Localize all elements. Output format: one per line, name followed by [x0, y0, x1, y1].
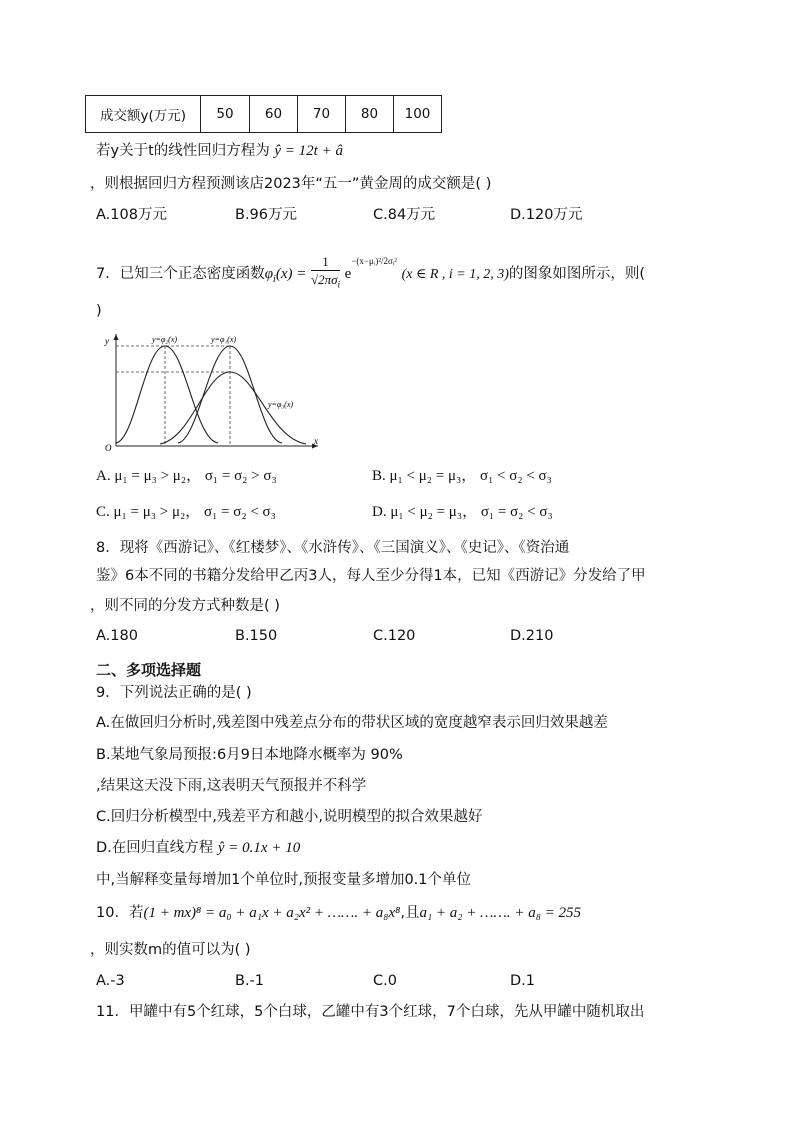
density-fraction: $\frac{1}{√2\pi\sigma_i}$: [310, 254, 341, 290]
q8-option-a: A.180: [96, 628, 138, 644]
q9-option-b-line1: B.某地气象局预报:6月9日本地降水概率为 90%: [96, 747, 403, 763]
y-axis-arrow-icon: [114, 334, 119, 340]
q8-line2: 鉴》6本不同的书籍分发给甲乙丙3人，每人至少分得1本，已知《西游记》分发给了甲: [96, 568, 646, 584]
table-cell: 50: [201, 96, 250, 133]
table-cell: 70: [298, 96, 346, 133]
domain-condition: (x ∈ R , i = 1, 2, 3): [401, 267, 509, 282]
q6-question: ，则根据回归方程预测该店2023年“五一”黄金周的成交额是( ): [90, 176, 492, 192]
q8-option-d: D.210: [510, 628, 554, 644]
q7-stem: 7．已知三个正态密度函数$\varphi_i(x)$ = $\frac{1}{√2\pi\sigma_i}$ $e^{-(x-\mu ᵢ)^2/2\sigma ᵢ^2}$ (x ∈ R , i = 1, 2, 3)的图象如图所示，则(: [96, 245, 645, 293]
curve-phi2: [116, 346, 218, 443]
q9-option-d-line2: 中,当解释变量每增加1个单位时,预报变量多增加0.1个单位: [96, 872, 472, 888]
q8-option-b: B.150: [235, 628, 278, 644]
curve-label-phi1: y=φ₁(x): [211, 335, 237, 344]
q10-option-c: C.0: [373, 973, 397, 989]
q10-option-a: A.-3: [96, 973, 125, 989]
normal-curves-graph: [100, 330, 322, 452]
q6-option-a: A.108万元: [96, 207, 167, 223]
q9-option-c: C.回归分析模型中,残差平方和越小,说明模型的拟合效果越好: [96, 809, 483, 825]
table-header-cell: 成交额y(万元): [86, 96, 201, 133]
table-row: [86, 96, 442, 133]
q6-option-d: D.120万元: [510, 207, 583, 223]
table-cell: 100: [394, 96, 442, 133]
q6-option-c: C.84万元: [373, 207, 436, 223]
curve-label-phi3: y=φ₃(x): [268, 400, 294, 409]
q9-stem: 9．下列说法正确的是( ): [96, 685, 252, 701]
curve-label-phi2: y=φ₂(x): [152, 335, 178, 344]
q7-option-b: B. μ₁ < μ₂ = μ₃， σ₁ < σ₂ < σ₃: [372, 468, 552, 484]
q8-line3: ，则不同的分发方式种数是( ): [90, 598, 280, 614]
exponent: −(x−μᵢ)²/2σᵢ²: [351, 256, 397, 266]
q11-line1: 11．甲罐中有5个红球，5个白球，乙罐中有3个红球，7个白球，先从甲罐中随机取出: [96, 1004, 645, 1020]
section-heading: 二、多项选择题: [96, 661, 202, 679]
data-table: [85, 95, 442, 133]
q6-option-b: B.96万元: [235, 207, 298, 223]
q10-question: ，则实数m的值可以为( ): [90, 942, 251, 958]
q9-option-d-line1: D.在回归直线方程 ŷ = 0.1x + 10: [96, 840, 301, 856]
coefficient-sum: a₁ + a₂ + ……. + a₈ = 255: [419, 905, 582, 921]
q8-line1: 8．现将《西游记》、《红楼梦》、《水浒传》、《三国演义》、《史记》、《资治通: [96, 540, 570, 556]
regression-equation: ŷ = 0.1x + 10: [217, 840, 301, 856]
y-axis-label: y: [105, 336, 109, 346]
q9-option-a: A.在做回归分析时,残差图中残差点分布的带状区域的宽度越窄表示回归效果越差: [96, 715, 608, 731]
q7-option-c: C. μ₁ = μ₃ > μ₂， σ₁ = σ₂ < σ₃: [96, 504, 276, 520]
table-cell: 60: [250, 96, 298, 133]
q10-option-d: D.1: [510, 973, 535, 989]
binomial-expansion: (1 + mx)⁸ = a₀ + a₁x + a₂x² + ……. + a₈x⁸: [143, 905, 401, 921]
x-axis-label: x: [314, 436, 318, 446]
q6-regression-line: 若y关于t的线性回归方程为 ŷ = 12t + â: [96, 143, 343, 159]
q7-option-d: D. μ₁ < μ₂ = μ₃， σ₁ = σ₂ < σ₃: [372, 504, 553, 520]
q7-option-a: A. μ₁ = μ₃ > μ₂， σ₁ = σ₂ > σ₃: [96, 468, 277, 484]
q10-stem: 10．若(1 + mx)⁸ = a₀ + a₁x + a₂x² + ……. + a₈x⁸,且a₁ + a₂ + ……. + a₈ = 255: [96, 905, 582, 921]
q10-option-b: B.-1: [235, 973, 265, 989]
q7-stem-end: ): [96, 303, 102, 319]
table-cell: 80: [346, 96, 394, 133]
q8-option-c: C.120: [373, 628, 416, 644]
q9-option-b-line2: ,结果这天没下雨,这表明天气预报并不科学: [96, 778, 367, 794]
regression-equation: ŷ = 12t + â: [274, 143, 343, 159]
origin-label: O: [105, 443, 112, 452]
